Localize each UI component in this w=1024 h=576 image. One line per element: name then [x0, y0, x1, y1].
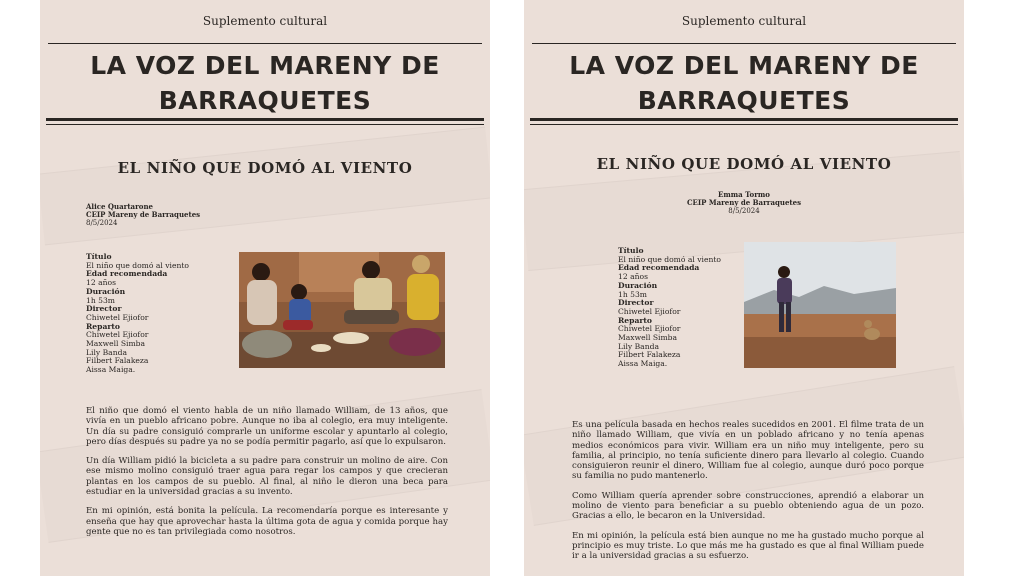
school-name: CEIP Mareny de Barraquetes [86, 210, 201, 219]
cast-member: Maxwell Simba [618, 333, 678, 343]
paragraph: Es una película basada en hechos reales sucedidos en 2001. El filme trata de un niño llamado William, que vivía en un poblado africano y no tenía apenas medios económicos para vivir. William era un niño muy inteligente, pero su familia, al principio, no tenía suficiente dinero para llevarlo al colegio. Cuando consiguieron reunir el dinero, William fue al colegio, aunque duró poco porque su familia no pudo mantenerlo. [572, 420, 924, 482]
paragraph: Un día William pidió la bicicleta a su padre para construir un molino de aire. Con ese mismo molino consiguió traer agua para regar los campos y que crecieran plantas en los campos de su pueblo. Al final, al niño le dieron una beca para estudiar en la universidad gracias a su invento. [86, 456, 448, 498]
edad-label: Edad recomendada [86, 269, 168, 279]
film-info [618, 247, 721, 369]
masthead-rule-thin [46, 124, 484, 125]
titulo-value: El niño que domó al viento [86, 260, 189, 270]
article-body [572, 420, 924, 571]
masthead-rule-thick [46, 118, 484, 121]
article-title: EL NIÑO QUE DOMÓ AL VIENTO [596, 155, 892, 173]
supplement-label: Suplemento cultural [202, 14, 328, 28]
edad-value: 12 años [618, 272, 648, 282]
article-title: EL NIÑO QUE DOMÓ AL VIENTO [117, 159, 413, 177]
film-photo-field [744, 242, 896, 368]
reparto-label: Reparto [86, 321, 120, 331]
cast-member: Lily Banda [86, 347, 127, 357]
masthead-rule-thin [530, 124, 958, 125]
paragraph: El niño que domó el viento habla de un niño llamado William, de 13 años, que vivía en un pueblo africano pobre. Aunque no iba al colegio, era muy inteligente. Un día su padre consiguió comprarle un uniforme escolar y apuntarlo al colegio, pero días después su padre ya no se podía permitir pagarlo, así que lo expulsaron. [86, 406, 448, 447]
cast-member: Maxwell Simba [86, 339, 146, 349]
paragraph: Como William quería aprender sobre construcciones, aprendió a elaborar un molino de viento para beneficiar a su pueblo obteniendo agua de un pozo. Gracias a ello, le becaron en la Universidad. [572, 490, 924, 522]
edad-label: Edad recomendada [618, 263, 700, 273]
film-info [86, 253, 189, 375]
cast-member: Aissa Maiga. [86, 365, 136, 375]
author-name: Emma Tormo [718, 190, 770, 199]
newspaper-page-right [524, 0, 964, 576]
author-name: Alice Quartarone [86, 202, 153, 211]
publish-date: 8/5/2024 [86, 219, 118, 227]
top-rule [532, 43, 956, 44]
cast-member: Chiwetel Ejiofor [618, 324, 681, 334]
article-body [86, 406, 448, 546]
school-name: CEIP Mareny de Barraquetes [686, 198, 802, 207]
reparto-label: Reparto [618, 315, 652, 325]
cast-member: Aissa Maiga. [618, 359, 668, 369]
masthead-line-1: LA VOZ DEL MARENY DE [569, 51, 919, 80]
paragraph: En mi opinión, la película está bien aunque no me ha gustado mucho porque al principio es muy triste. Lo que más me ha gustado es que al final William puede ir a la universidad gracias a su esfuerzo. [572, 530, 924, 562]
publish-date: 8/5/2024 [728, 207, 760, 215]
byline [86, 203, 200, 227]
director-label: Director [86, 304, 122, 314]
masthead [40, 48, 490, 118]
masthead-line-2: BARRAQUETES [158, 86, 372, 115]
masthead-line-1: LA VOZ DEL MARENY DE [90, 51, 440, 80]
masthead-rule-thick [530, 118, 958, 121]
masthead [524, 48, 964, 118]
supplement-label: Suplemento cultural [681, 14, 807, 28]
byline [524, 191, 964, 215]
director-value: Chiwetel Ejiofor [618, 306, 681, 316]
film-photo-family [239, 252, 445, 368]
cast-member: Filbert Falakeza [86, 356, 149, 366]
cast-member: Chiwetel Ejiofor [86, 330, 149, 340]
paragraph: En mi opinión, está bonita la película. La recomendaría porque es interesante y enseña que hay que aprovechar hasta la última gota de agua y comida porque hay gente que no es tan privilegiada como nosotros. [86, 506, 448, 537]
duracion-label: Duración [618, 280, 658, 290]
cast-member: Filbert Falakeza [618, 350, 681, 360]
top-rule [48, 43, 482, 44]
titulo-label: Título [618, 246, 644, 255]
titulo-value: El niño que domó al viento [618, 254, 721, 264]
director-value: Chiwetel Ejiofor [86, 312, 149, 322]
cast-member: Lily Banda [618, 341, 659, 351]
titulo-label: Título [86, 252, 112, 261]
duracion-value: 1h 53m [86, 295, 115, 305]
duracion-label: Duración [86, 286, 126, 296]
duracion-value: 1h 53m [618, 289, 647, 299]
edad-value: 12 años [86, 278, 116, 288]
newspaper-page-left [40, 0, 490, 576]
director-label: Director [618, 298, 654, 308]
masthead-line-2: BARRAQUETES [637, 86, 851, 115]
